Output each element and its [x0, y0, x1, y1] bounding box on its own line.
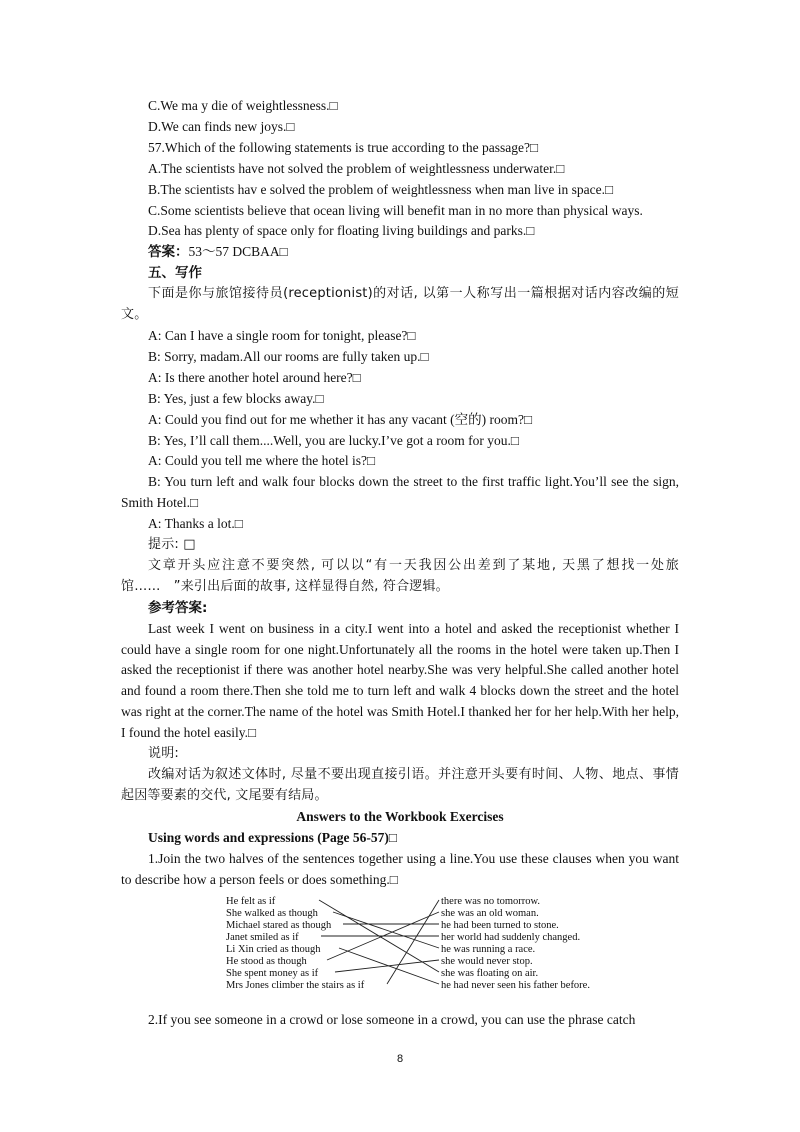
q56-option-c: C.We ma y die of weightlessness.□	[148, 98, 338, 113]
left-phrase: He stood as though	[226, 956, 307, 968]
right-phrase: he was running a race.	[441, 944, 536, 956]
right-phrase: she would never stop.	[441, 956, 533, 968]
left-phrase: Michael stared as though	[226, 920, 332, 932]
q57-stem: 57.Which of the following statements is true according to the passage?□	[148, 139, 539, 155]
dialogue-line: B: Yes, just a few blocks away.□	[148, 390, 324, 406]
answer-label: 答案：	[148, 244, 189, 261]
page-number: 8	[396, 1053, 404, 1065]
left-phrase: She spent money as if	[226, 968, 319, 980]
q57-option-c: C.Some scientists believe that ocean living will benefit man in no more than physical ways.	[148, 202, 643, 218]
hint-text: 文章开头应注意不要突然, 可以以“有一天我因公出差到了某地, 天黑了想找一处旅馆…… ”来引出后面的故事, 这样显得自然, 符合逻辑。	[121, 557, 679, 594]
q57-option-a: A.The scientists have not solved the problem of weightlessness underwater.□	[148, 160, 565, 176]
q56-option-d: D.We can finds new joys.□	[148, 118, 295, 134]
workbook-question-1: 1.Join the two halves of the sentences together using a line.You use these clauses when you want to describe how a person feels or does something.□	[121, 850, 679, 887]
left-phrase: He felt as if	[226, 896, 276, 908]
hint-label: 提示: □	[148, 537, 196, 553]
dialogue-line: A: Could you find out for me whether it has any vacant (空的) room?□	[148, 411, 533, 427]
answer-line	[121, 242, 679, 263]
dialogue-line: A: Can I have a single room for tonight, please?□	[148, 327, 416, 343]
right-phrase: she was an old woman.	[441, 908, 539, 920]
reference-answer-label: 参考答案:	[148, 599, 208, 616]
right-phrase: he had never seen his father before.	[441, 980, 590, 992]
right-phrase: her world had suddenly changed.	[441, 932, 581, 944]
right-phrase: she was floating on air.	[441, 968, 539, 980]
note-label: 说明:	[148, 746, 179, 762]
dialogue-line: A: Could you tell me where the hotel is?□	[148, 453, 376, 469]
match-line	[335, 960, 439, 972]
right-phrase: there was no tomorrow.	[441, 896, 541, 908]
page-content	[121, 96, 679, 1031]
writing-instruction: 下面是你与旅馆接待员(receptionist)的对话, 以第一人称写出一篇根据对话内容改编的短文。	[121, 286, 679, 323]
q57-option-d: D.Sea has plenty of space only for floating living buildings and parks.□	[148, 223, 535, 239]
dialogue-line: B: Yes, I’ll call them....Well, you are lucky.I’ve got a room for you.□	[148, 432, 519, 448]
matching-svg	[121, 894, 679, 1004]
match-line	[333, 912, 439, 948]
note-text: 改编对话为叙述文体时, 尽量不要出现直接引语。并注意开头要有时间、人物、地点、事情起因等要素的交代, 文尾要有结局。	[121, 767, 679, 803]
dialogue-line: B: You turn left and walk four blocks down the street to the first traffic light.You’ll see the sign, Smith Hotel.□	[121, 474, 679, 511]
dialogue-line: B: Sorry, madam.All our rooms are fully taken up.□	[148, 348, 429, 364]
writing-heading: 五、写作	[148, 265, 202, 282]
dialogue-line: A: Is there another hotel around here?□	[148, 369, 361, 385]
left-phrase: Mrs Jones climber the stairs as if	[226, 980, 365, 992]
matching-diagram	[121, 894, 679, 1004]
left-phrase: She walked as though	[226, 908, 318, 920]
left-phrase: Li Xin cried as though	[226, 944, 321, 956]
dialogue-line: A: Thanks a lot.□	[148, 516, 243, 532]
match-line	[387, 900, 439, 984]
reference-answer-text: Last week I went on business in a city.I went into a hotel and asked the receptionist whether I could have a single room for one night.Unfortunately all the rooms in the hotel were taken up.Then I asked the receptionist if there was another hotel nearby.She was very helpful.She called another hotel and found a room there.Then she told me to turn left and walk 4 blocks down the street and the hotel was right at the corner.The name of the hotel was Smith Hotel.I thanked her for her help.With her help, I found the hotel easily.□	[121, 620, 679, 741]
left-phrase: Janet smiled as if	[226, 932, 299, 944]
right-phrase: he had been turned to stone.	[441, 920, 559, 932]
workbook-title: Answers to the Workbook Exercises	[296, 808, 504, 824]
workbook-question-2: 2.If you see someone in a crowd or lose someone in a crowd, you can use the phrase catch	[148, 1012, 636, 1028]
workbook-section: Using words and expressions (Page 56-57)□	[148, 829, 398, 845]
q57-option-b: B.The scientists hav e solved the problem of weightlessness when man live in space.□	[148, 181, 614, 197]
answer-text: 53～57 DCBAA□	[188, 244, 288, 260]
